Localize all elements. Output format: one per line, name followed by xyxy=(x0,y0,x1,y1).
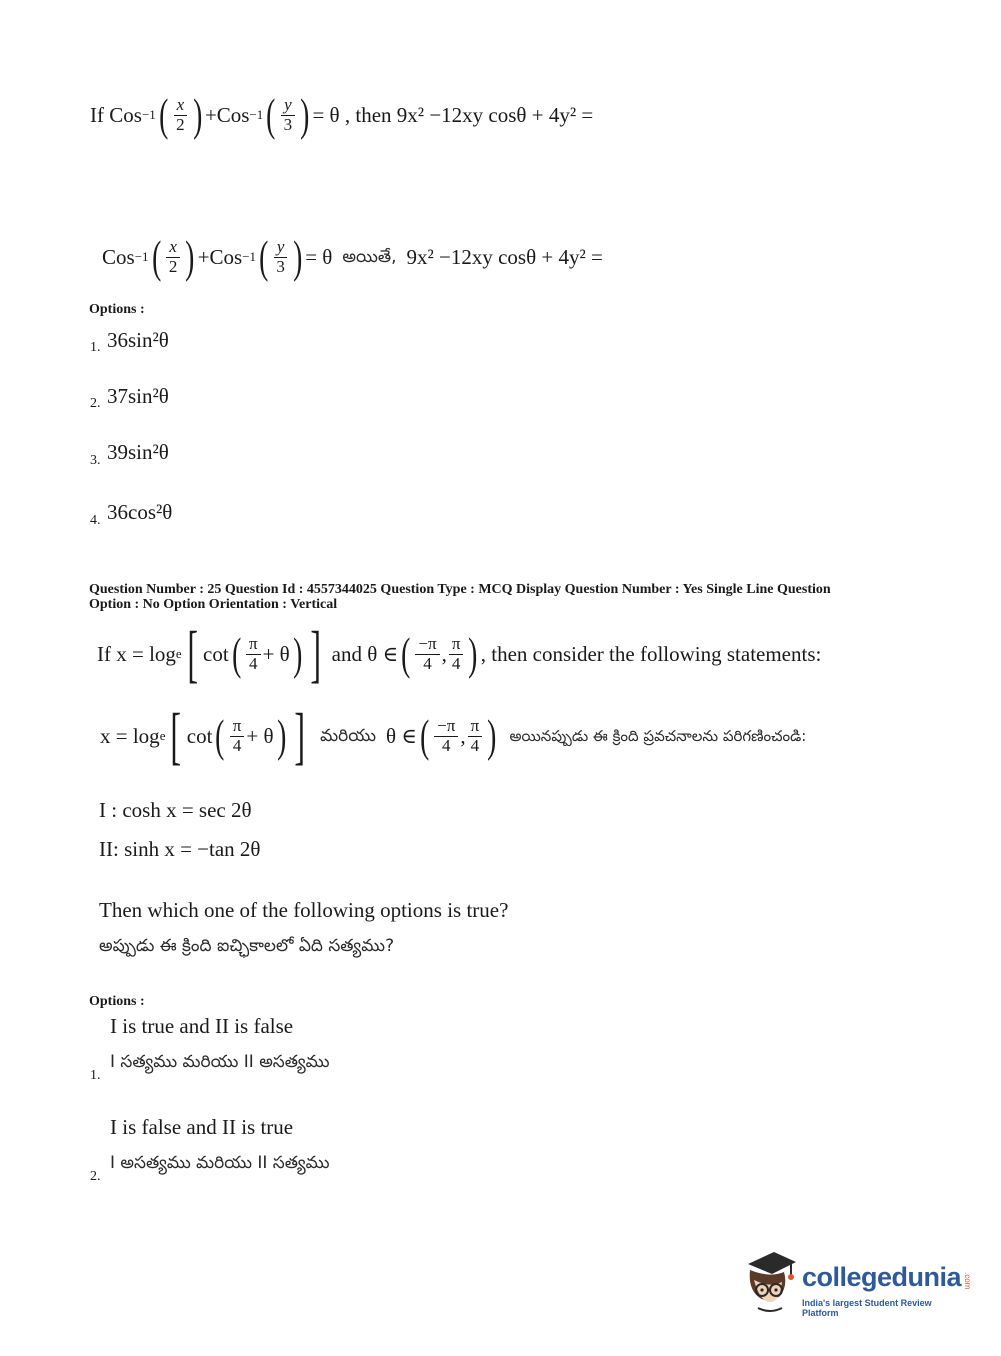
fraction-y-over-3: $\frac{y}{3}$ xyxy=(281,96,296,134)
q25-options-label: Options : xyxy=(89,994,145,1009)
question-telugu: అప్పుడు ఈ క్రింది ఐచ్ఛికాలలో ఏది సత్యము? xyxy=(99,936,395,956)
q24-option-1[interactable]: 36sin²θ xyxy=(107,328,169,352)
q24-options-label: Options : xyxy=(89,302,145,317)
cos-function: Cos xyxy=(216,102,250,127)
q24-option-1-number: 1. xyxy=(90,340,101,355)
statement-1: I : cosh x = sec 2θ xyxy=(99,798,252,822)
q25-meta-line-1: Question Number : 25 Question Id : 4557344025 Question Type : MCQ Display Question Number : Yes Single Line Question xyxy=(89,582,831,597)
q24-option-2[interactable]: 37sin²θ xyxy=(107,384,169,408)
telugu-ayithe: అయితే, xyxy=(342,246,397,267)
q25-option-2-number: 2. xyxy=(90,1169,101,1184)
q25-option-1-telugu[interactable]: I సత్యము మరియు II అసత్యము xyxy=(110,1052,330,1072)
q25-option-2-telugu[interactable]: I అసత్యము మరియు II సత్యము xyxy=(110,1153,330,1173)
q24-if-word: If xyxy=(90,102,104,127)
q25-meta-line-2: Option : No Option Orientation : Vertical xyxy=(89,597,338,612)
cos-function: Cos xyxy=(109,102,142,127)
question-english: Then which one of the following options is true? xyxy=(99,898,509,922)
q24-option-3-number: 3. xyxy=(90,453,101,468)
logo-wordmark: collegedunia xyxy=(802,1262,962,1292)
q24-telugu-expression: Cos −1 ( $\frac{x}{2}$ ) + Cos −1 ( $\frac{y}{3}$ ) = θ అయితే, 9x² −12xy cosθ + 4y² = xyxy=(102,231,603,282)
mascot-icon xyxy=(740,1250,800,1314)
q25-english-expression: If x = log e [ cot ( $\frac{\pi}{4}$ + θ ) ] and θ ∈ ( $\frac{-\pi}{4}$ , $\frac{\pi}{4}$ ) , then consider the following statements: xyxy=(97,618,822,689)
q24-option-3[interactable]: 39sin²θ xyxy=(107,440,169,464)
q24-english-expression: If Cos −1 ( $\frac{x}{2}$ ) + Cos −1 ( $\frac{y}{3}$ ) = θ , then 9x² −12xy cosθ + 4y² = xyxy=(90,89,594,140)
statement-2: II: sinh x = −tan 2θ xyxy=(99,837,261,861)
q24-option-4-number: 4. xyxy=(90,513,101,528)
fraction-x-over-2: $\frac{x}{2}$ xyxy=(173,96,188,134)
q25-option-1-english[interactable]: I is true and II is false xyxy=(110,1014,294,1038)
q25-telugu-expression: x = log e [ cot ( $\frac{\pi}{4}$ + θ ) ] మరియు θ ∈ ( $\frac{-\pi}{4}$ , $\frac{\pi}{4}$ ) అయినప్పుడు ఈ క్రింది ప్రవచనాలను పరిగణించండి: xyxy=(100,700,807,771)
q24-option-4[interactable]: 36cos²θ xyxy=(107,500,173,524)
collegedunia-logo[interactable] xyxy=(740,1250,970,1320)
logo-tagline: India's largest Student Review Platform xyxy=(802,1298,932,1318)
q25-option-1-number: 1. xyxy=(90,1068,101,1083)
logo-com-suffix: .com xyxy=(963,1272,972,1290)
q24-option-2-number: 2. xyxy=(90,396,101,411)
q24-target-expression: 9x² −12xy cosθ + 4y² = xyxy=(396,102,594,127)
q25-option-2-english[interactable]: I is false and II is true xyxy=(110,1115,294,1139)
